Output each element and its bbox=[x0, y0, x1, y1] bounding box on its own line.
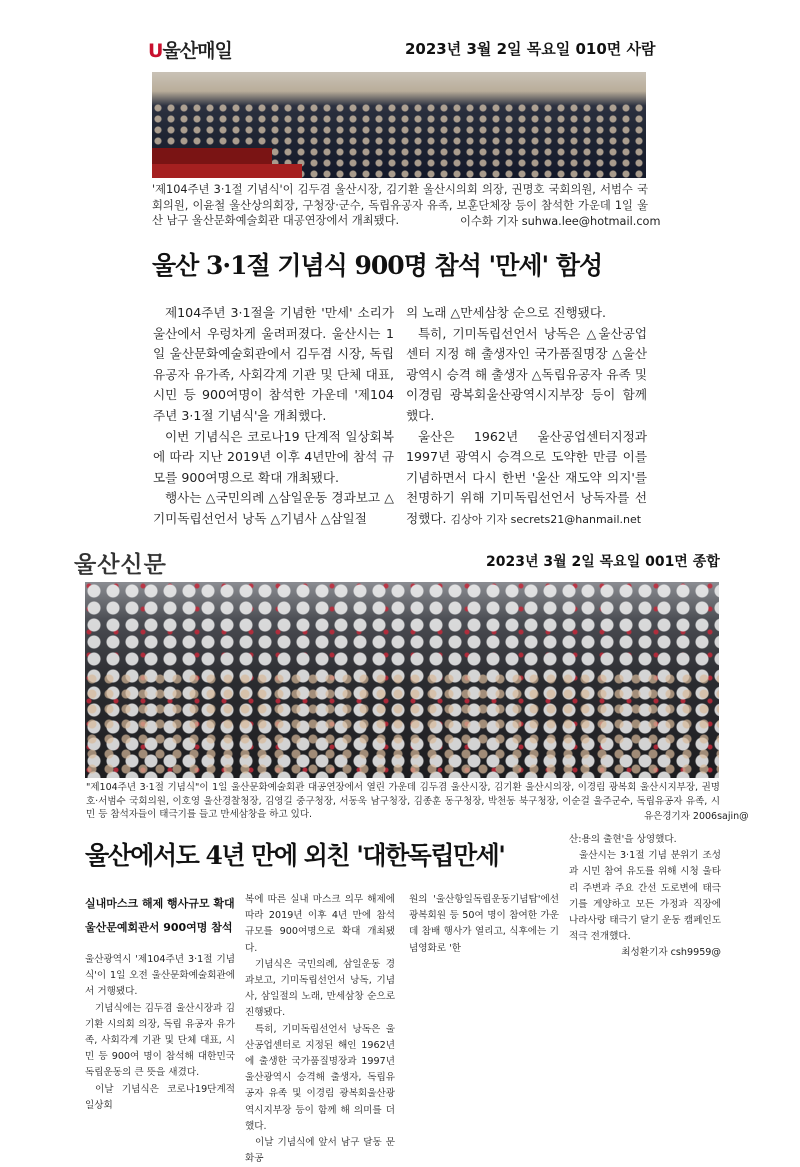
headline-top: 울산 3·1절 기념식 900명 참석 '만세' 함성 bbox=[152, 251, 603, 280]
paragraph: 특히, 기미독립선언서 낭독은 울산공업센터로 지정된 해인 1962년에 출생한 국가품질명장과 1997년 울산광역시 승격해 출생자, 독립유공자 유족 및 이경림 광복회울산광역시지부장 등이 함께 해 의미를 더했다. bbox=[245, 1023, 395, 1132]
dateline-bottom: 2023년 3월 2일 목요일 001면 종합 bbox=[486, 554, 720, 570]
article-column-4 bbox=[569, 832, 721, 962]
paragraph: 기념식에는 김두겸 울산시장과 김기환 시의회 의장, 독립 유공자 유가족, 사회각계 기관 및 단체 대표, 시민 등 900여 명이 참석해 대한민국 독립운동의 큰 뜻을 새겼다. bbox=[85, 1002, 235, 1079]
article-column-2 bbox=[406, 303, 647, 531]
paragraph: 이번 기념식은 코로나19 단계적 일상회복에 따라 지난 2019년 이후 4년만에 참석 규모를 900여명으로 확대 개최됐다. bbox=[153, 428, 394, 485]
reporter-byline-bottom: 최성환기자 csh9959@ bbox=[621, 947, 721, 959]
paragraph: 원의 '울산항일독립운동기념탑'에선 광복회원 등 50여 명이 참여한 가운데 참배 행사가 열리고, 식후에는 기념영화로 '한 bbox=[409, 894, 559, 954]
paragraph: 제104주년 3·1절을 기념한 '만세' 소리가 울산에서 우렁차게 울려퍼졌다. 울산시는 1일 울산문화예술회관에서 김두겸 시장, 독립유공자 유가족, 사회각계 기관 및 단체 대표, 시민 등 900여명이 참석한 가운데 '제104주년 3·1절 기념식'을 개최했다. bbox=[153, 305, 394, 423]
article-column-3 bbox=[409, 892, 559, 957]
photo-caption-bottom: "제104주년 3·1절 기념식"이 1일 울산문화예술회관 대공연장에서 열린 가운데 김두겸 울산시장, 김기환 울산시의장, 이경림 광복회 울산시지부장, 권명호·서범수 국회의원, 이호영 울산경찰청장, 김영길 중구청장, 서동욱 남구청장, 김종훈 동구청장, 박천동 북구청장, 이순걸 울주군수, 독립유공자 유족, 시민 등 참석자들이 태극기를 들고 만세삼창을 하고 있다. bbox=[86, 782, 720, 820]
paragraph: 복에 따른 실내 마스크 의무 해제에 따라 2019년 이후 4년 만에 참석 규모를 900여명으로 확대 개최됐다. bbox=[245, 894, 395, 954]
paragraph: 울산광역시 '제104주년 3·1절 기념식'이 1일 오전 울산문화예술회관에서 거행됐다. bbox=[85, 954, 235, 998]
photo-faces bbox=[85, 672, 719, 778]
headline-bottom: 울산에서도 4년 만에 외친 '대한독립만세' bbox=[85, 841, 505, 870]
paragraph: 울산시는 3·1절 기념 분위기 조성과 시민 참여 유도를 위해 시청 울타리 주변과 주요 간선 도로변에 태극기를 게양하고 모든 가정과 직장에 나라사랑 태극기 달기 운동 캠페인도 적극 전개했다. bbox=[569, 850, 721, 943]
paragraph: 울산은 1962년 울산공업센터지정과 1997년 광역시 승격으로 도약한 만큼 이를 기념하면서 다시 한번 '울산 재도약 의지'를 천명하기 위해 기미독립선언서 낭독자를 선정했다. 김상아 기자 secrets21@hanmail.net bbox=[406, 428, 647, 526]
newspaper-logo-ulsan-maeil bbox=[148, 36, 232, 63]
paragraph: 이날 기념식은 코로나19단계적 일상회 bbox=[85, 1083, 235, 1111]
photo-stage-seats bbox=[152, 164, 302, 178]
ceremony-audience-photo bbox=[152, 72, 646, 178]
logo-mark: U bbox=[148, 40, 163, 62]
subheadline-line: 실내마스크 해제 행사규모 확대 bbox=[85, 897, 235, 910]
paragraph: 기념식은 국민의례, 삼일운동 경과보고, 기미독립선언서 낭독, 기념사, 삼일절의 노래, 만세삼창 순으로 진행됐다. bbox=[245, 958, 395, 1019]
photo-credit-top: 이수화 기자 suhwa.lee@hotmail.com bbox=[460, 215, 661, 228]
paragraph: 이날 기념식에 앞서 남구 달동 문화공 bbox=[245, 1137, 395, 1165]
reporter-byline-top: 김상아 기자 secrets21@hanmail.net bbox=[450, 512, 642, 526]
dateline-top: 2023년 3월 2일 목요일 010면 사람 bbox=[405, 40, 656, 58]
article-column-1 bbox=[153, 303, 394, 530]
newspaper-logo-ulsan-sinmun: 울산신문 bbox=[74, 551, 167, 578]
logo-text: 울산매일 bbox=[162, 40, 232, 62]
subheadline-line: 울산문예회관서 900여명 참석 bbox=[85, 921, 233, 934]
paragraph: 행사는 △국민의례 △삼일운동 경과보고 △기미독립선언서 낭독 △기념사 △삼일절 bbox=[153, 490, 394, 526]
article-column-2 bbox=[245, 892, 395, 1167]
article-column-1 bbox=[85, 952, 235, 1114]
paragraph: 의 노래 △만세삼창 순으로 진행됐다. bbox=[406, 305, 607, 320]
subheadline bbox=[85, 892, 235, 940]
photo-caption-top: '제104주년 3·1절 기념식'이 김두겸 울산시장, 김기환 울산시의회 의장, 권명호 국회의원, 서범수 국회의원, 이윤철 울산상의회장, 구청장·군수, 독립유공자 유족, 보훈단체장 등이 참석한 가운데 1일 울산 남구 울산문화예술회관 대공연장에서 개최됐다. bbox=[152, 183, 648, 227]
paragraph: 특히, 기미독립선언서 낭독은 △울산공업센터 지정 해 출생자인 국가품질명장 △울산광역시 승격 해 출생자 △독립유공자 유족 및 이경림 광복회울산광역시지부장 등이 함께 했다. bbox=[406, 325, 647, 423]
paragraph: 산:용의 출현'을 상영했다. bbox=[569, 834, 677, 845]
flag-waving-crowd-photo bbox=[85, 582, 719, 778]
photo-credit-bottom: 유은경기자 2006sajin@ bbox=[644, 811, 749, 822]
